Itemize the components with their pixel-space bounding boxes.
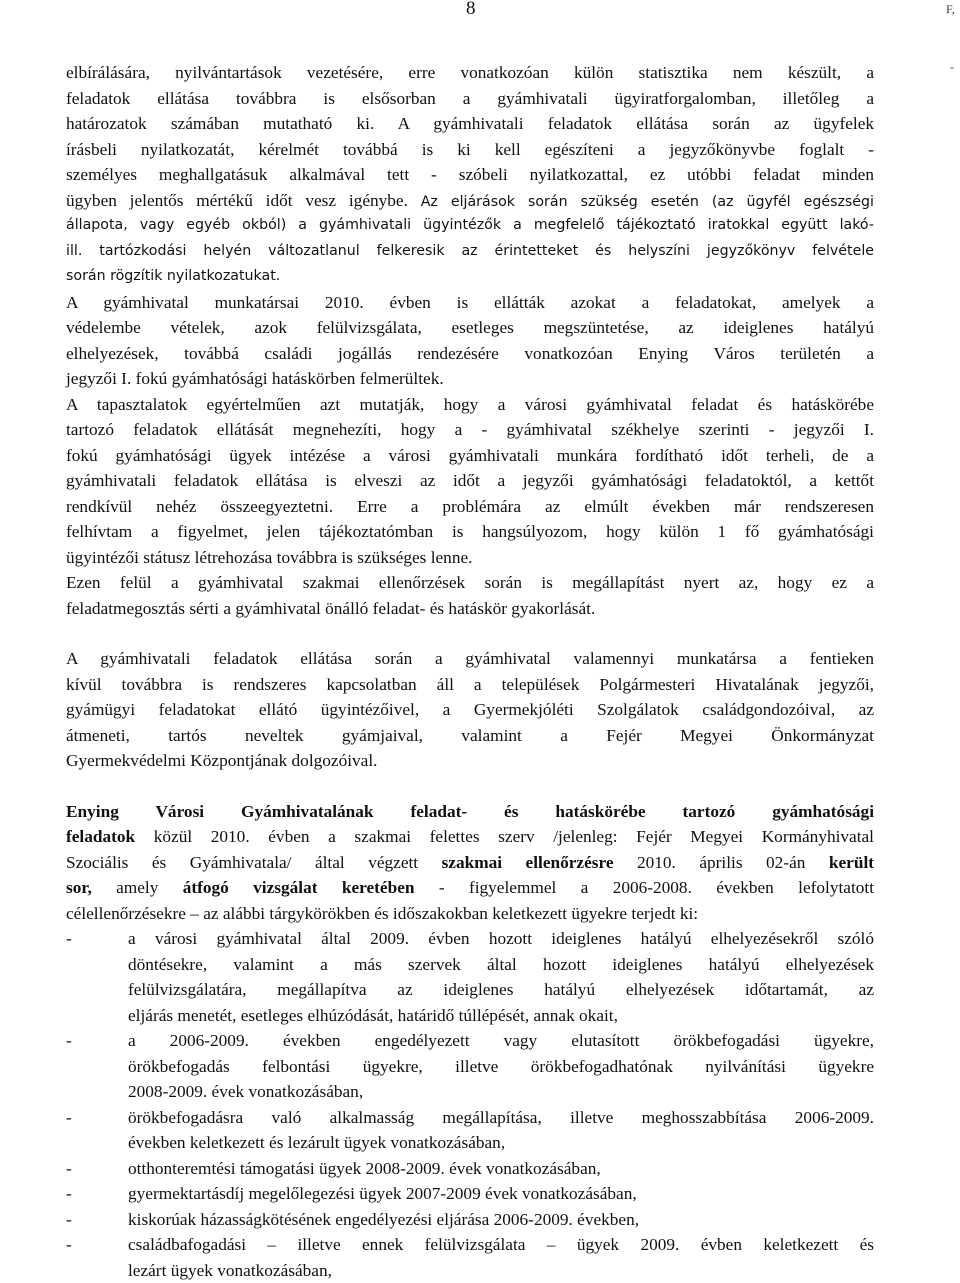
text-span: 2010. április 02-án — [614, 853, 829, 872]
bullet-dash: - — [66, 1207, 128, 1233]
text-line: a városi gyámhivatal által 2009. évben hozott ideiglenes hatályú elhelyezésekről szóló — [128, 926, 874, 952]
text-line: átmeneti, tartós neveltek gyámjaival, valamint a Fejér Megyei Önkormányzat — [66, 723, 874, 749]
text-span: Szociális és Gyámhivatala/ által végzett — [66, 853, 442, 872]
text-line: Gyermekvédelmi Központjának dolgozóival. — [66, 748, 874, 774]
text-span: határozatok számában mutatható ki. — [66, 114, 374, 133]
list-item — [66, 1232, 874, 1283]
text-line — [66, 188, 874, 214]
text-line: rendkívül nehéz összeegyeztetni. Erre a problémára az elmúlt években már rendszeresen — [66, 494, 874, 520]
text-line: A gyámhivatali feladatok ellátása során a gyámhivatal valamennyi munkatársa a fentieken — [66, 646, 874, 672]
bullet-dash: - — [66, 1105, 128, 1131]
text-line: családbafogadási – illetve ennek felülvizsgálata – ügyek 2009. évben keletkezett és — [128, 1232, 874, 1258]
list-item — [66, 1105, 874, 1156]
paragraph-spacer — [66, 774, 874, 799]
text-line: állapota, vagy egyéb okból) a gyámhivatali ügyintézők a megfelelő tájékoztató iratokkal együtt lakó- — [66, 213, 874, 239]
text-line: személyes meghallgatásuk alkalmával tett - szóbeli nyilatkozattal, ez utóbbi feladat minden — [66, 162, 874, 188]
text-line: Enying Városi Gyámhivatalának feladat- és hatáskörébe tartozó gyámhatósági — [66, 799, 874, 825]
text-line: elbírálására, nyilvántartások vezetésére, erre vonatkozóan külön statisztika nem készült, a — [66, 60, 874, 86]
text-span: amely — [92, 878, 183, 897]
bullet-dash: - — [66, 926, 128, 952]
bullet-dash: - — [66, 1232, 128, 1258]
text-line: otthonteremtési támogatási ügyek 2008-2009. évek vonatkozásában, — [128, 1156, 874, 1182]
list-item — [66, 1207, 874, 1233]
text-line: feladatmegosztás sérti a gyámhivatal önálló feladat- és hatáskör gyakorlását. — [66, 596, 874, 622]
paragraph-atfogo-vizsgalat — [66, 799, 874, 927]
text-line: kívül továbbra is rendszeres kapcsolatban áll a települések Polgármesteri Hivatalának jegyzői, — [66, 672, 874, 698]
list-item — [66, 926, 874, 1028]
bullet-dash: - — [66, 1028, 128, 1054]
text-line: jegyzői I. fokú gyámhatósági hatáskörben felmerültek. — [66, 366, 874, 392]
text-line — [66, 824, 874, 850]
text-line: ügyintézői státusz létrehozása továbbra is szükséges lenne. — [66, 545, 874, 571]
text-line: örökbefogadásra való alkalmasság megállapítása, illetve meghosszabbítása 2006-2009. — [128, 1105, 874, 1131]
text-line: A tapasztalatok egyértelműen azt mutatják, hogy a városi gyámhivatal feladat és hatáskörébe — [66, 392, 874, 418]
list-item — [66, 1156, 874, 1182]
list-item-text — [128, 1232, 874, 1283]
text-span: A gyámhivatali feladatok ellátása során az ügyfelek — [398, 114, 874, 133]
text-line — [66, 850, 874, 876]
text-line: ill. tartózkodási helyén változatlanul felkeresik az érintetteket és helyszíni jegyzőkönyv felvétele — [66, 239, 874, 265]
list-item-text — [128, 1028, 874, 1105]
text-line: lezárt ügyek vonatkozásában, — [128, 1258, 874, 1283]
bold-span: került — [829, 853, 874, 872]
text-line: feladatok ellátása továbbra is elsősorban a gyámhivatali ügyiratforgalomban, illetőleg a — [66, 86, 874, 112]
text-line: tartozó feladatok ellátását megnehezíti, hogy a - gyámhivatal székhelye szerinti - jegyzői I. — [66, 417, 874, 443]
paragraph-munkatarsak-feladatai — [66, 290, 874, 392]
text-line: A gyámhivatal munkatársai 2010. évben is ellátták azokat a feladatokat, amelyek a — [66, 290, 874, 316]
list-item-text — [128, 1105, 874, 1156]
list-item — [66, 1028, 874, 1105]
bold-span: átfogó vizsgálat keretében — [183, 878, 415, 897]
bullet-dash: - — [66, 1156, 128, 1182]
bullet-list — [66, 926, 874, 1283]
text-line: eljárás menetét, esetleges elhúzódását, határidő túllépését, annak okait, — [128, 1003, 874, 1029]
text-line: célellenőrzésekre – az alábbi tárgykörökben és időszakokban keletkezett ügyekre terjedt ki: — [66, 901, 874, 927]
text-line: gyámügyi feladatokat ellátó ügyintézőivel, a Gyermekjóléti Szolgálatok családgondozóival, az — [66, 697, 874, 723]
margin-mark: - — [950, 60, 954, 75]
text-line: védelembe vételek, azok felülvizsgálata, esetleges megszüntetése, az ideiglenes hatályú — [66, 315, 874, 341]
text-line: gyermektartásdíj megelőlegezési ügyek 2007-2009 évek vonatkozásában, — [128, 1181, 874, 1207]
text-line: gyámhivatali feladatok ellátása is elveszi az időt a jegyzői gyámhatósági feladatoktól, a kettőt — [66, 468, 874, 494]
paragraph-tapasztalatok — [66, 392, 874, 571]
text-span: ügyben jelentős mértékű időt vesz igénybe. — [66, 191, 408, 210]
bullet-dash: - — [66, 1181, 128, 1207]
page-number: 8 — [466, 0, 476, 20]
text-line: években keletkezett és lezárult ügyek vonatkozásában, — [128, 1130, 874, 1156]
list-item-text — [128, 1207, 874, 1233]
paragraph-kapcsolattartas — [66, 646, 874, 774]
list-item — [66, 1181, 874, 1207]
text-span: Az eljárások során szükség esetén (az ügyfél egészségi — [421, 194, 874, 210]
text-line — [66, 111, 874, 137]
text-line: 2008-2009. évek vonatkozásában, — [128, 1079, 874, 1105]
text-line: Ezen felül a gyámhivatal szakmai ellenőrzések során is megállapítást nyert az, hogy ez a — [66, 570, 874, 596]
bold-span: sor, — [66, 878, 92, 897]
corner-mark: F, — [946, 2, 955, 17]
paragraph-spacer — [66, 621, 874, 646]
text-line: felhívtam a figyelmet, jelen tájékoztatómban is hangsúlyozom, hogy külön 1 fő gyámhatósági — [66, 519, 874, 545]
list-item-text — [128, 1181, 874, 1207]
text-line: fokú gyámhatósági ügyek intézése a városi gyámhivatali munkára fordítható időt terheli, de a — [66, 443, 874, 469]
text-span: - figyelemmel a 2006-2008. években lefolytatott — [414, 878, 874, 897]
list-item-text — [128, 1156, 874, 1182]
text-line: kiskorúak házasságkötésének engedélyezési eljárása 2006-2009. években, — [128, 1207, 874, 1233]
bold-span: szakmai ellenőrzésre — [442, 853, 614, 872]
text-line: során rögzítik nyilatkozatukat. — [66, 264, 874, 290]
bold-span: feladatok — [66, 827, 135, 846]
text-span: közül 2010. évben a szakmai felettes szerv /jelenleg: Fejér Megyei Kormányhivatal — [135, 827, 874, 846]
text-line: írásbeli nyilatkozatát, kérelmét továbbá is ki kell egészíteni a jegyzőkönyvbe foglalt - — [66, 137, 874, 163]
list-item-text — [128, 926, 874, 1028]
text-line: felülvizsgálatára, megállapítva az ideiglenes hatályú elhelyezések időtartamát, az — [128, 977, 874, 1003]
text-line: örökbefogadás felbontási ügyekre, illetve örökbefogadhatónak nyilvánítási ügyekre — [128, 1054, 874, 1080]
paragraph-gyamhivatali-feladatok — [66, 60, 874, 290]
text-line — [66, 875, 874, 901]
text-line: döntésekre, valamint a más szervek által hozott ideiglenes hatályú elhelyezések — [128, 952, 874, 978]
text-line: elhelyezések, továbbá családi jogállás rendezésére vonatkozóan Enying Város területén a — [66, 341, 874, 367]
paragraph-szakmai-ellenorzesek — [66, 570, 874, 621]
text-line: a 2006-2009. években engedélyezett vagy elutasított örökbefogadási ügyekre, — [128, 1028, 874, 1054]
document-body — [66, 60, 874, 1283]
